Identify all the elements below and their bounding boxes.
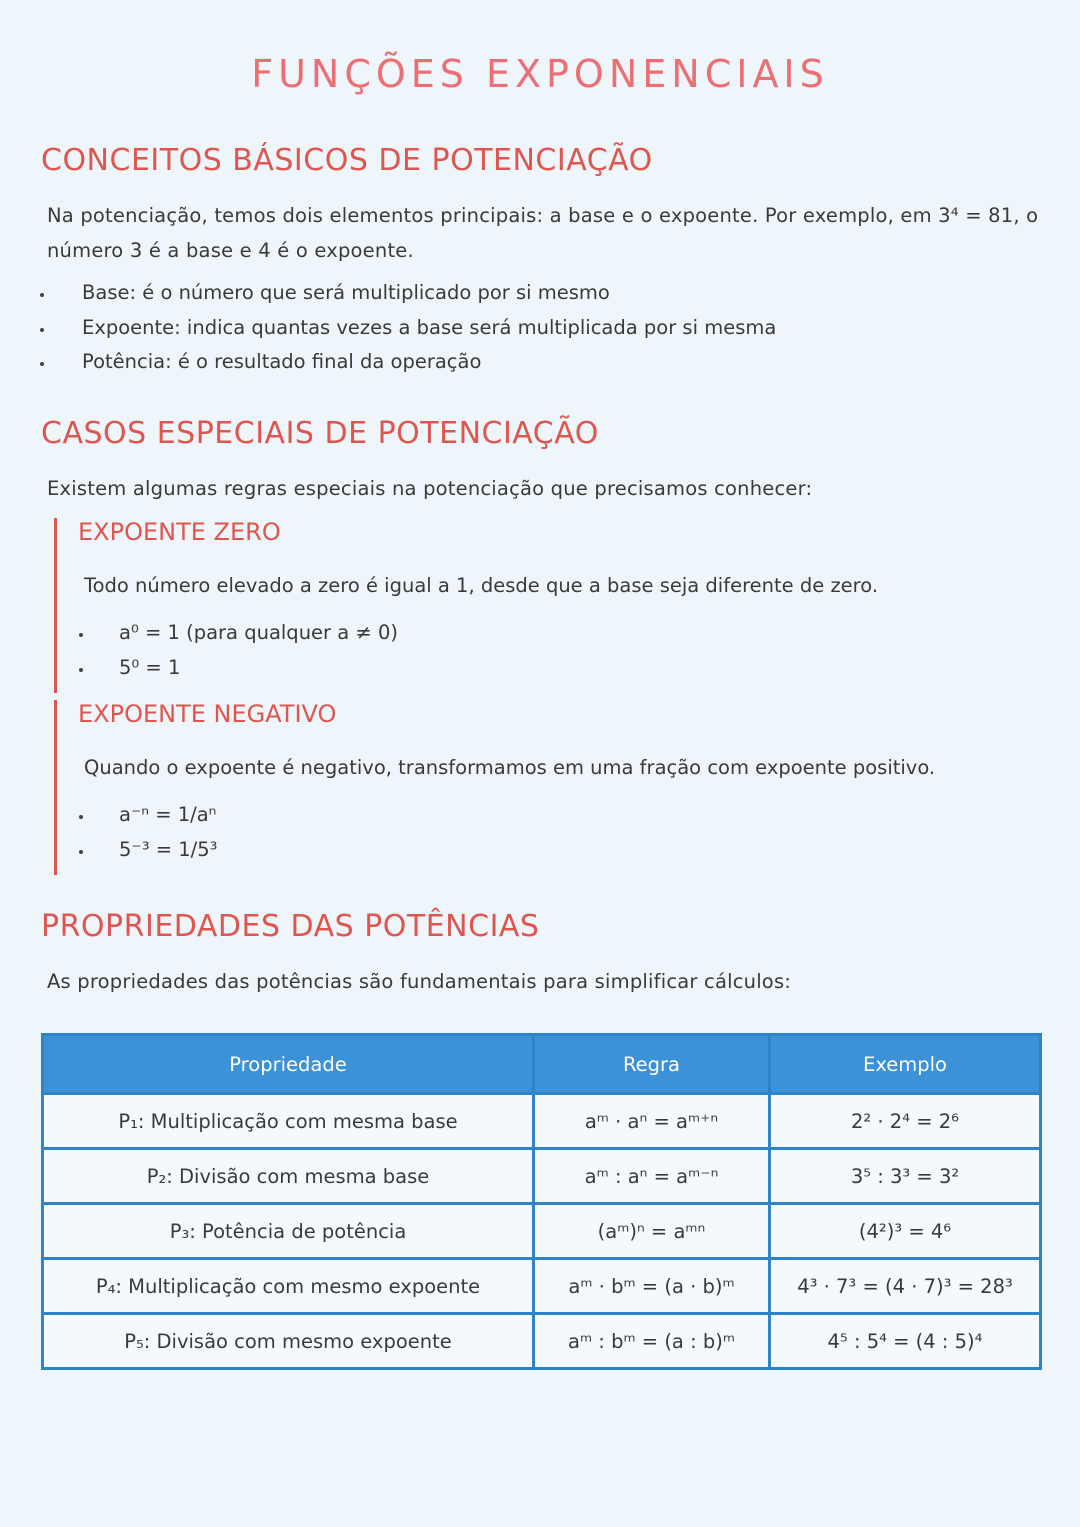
- table-header-row: [43, 1035, 1041, 1094]
- example-cell: 2² · 2⁴ = 2⁶: [770, 1094, 1041, 1149]
- property-cell: P₅: Divisão com mesmo expoente: [43, 1314, 534, 1369]
- rule-cell: aᵐ · aⁿ = aᵐ⁺ⁿ: [534, 1094, 770, 1149]
- bullet-icon: [79, 633, 83, 637]
- section-heading-special-cases: CASOS ESPECIAIS DE POTENCIAÇÃO: [41, 416, 599, 451]
- intro-line-2: número 3 é a base e 4 é o expoente.: [47, 239, 414, 262]
- example-cell: (4²)³ = 4⁶: [770, 1204, 1041, 1259]
- section-heading-properties: PROPRIEDADES DAS POTÊNCIAS: [41, 909, 540, 944]
- bullet-icon: [79, 668, 83, 672]
- property-cell: P₃: Potência de potência: [43, 1204, 534, 1259]
- section-intro-properties: As propriedades das potências são fundamentais para simplificar cálculos:: [47, 970, 792, 993]
- column-header-property: Propriedade: [43, 1035, 534, 1094]
- section-intro-special-cases: Existem algumas regras especiais na potenciação que precisamos conhecer:: [47, 477, 813, 500]
- rule-cell: aᵐ : bᵐ = (a : b)ᵐ: [534, 1314, 770, 1369]
- property-cell: P₁: Multiplicação com mesma base: [43, 1094, 534, 1149]
- page-title: FUNÇÕES EXPONENCIAIS: [251, 52, 829, 96]
- section-heading-basic-concepts: CONCEITOS BÁSICOS DE POTENCIAÇÃO: [41, 143, 653, 178]
- property-cell: P₂: Divisão com mesma base: [43, 1149, 534, 1204]
- intro-line-1: Na potenciação, temos dois elementos principais: a base e o expoente. Por exemplo, em 3⁴ = 81, o: [47, 204, 1039, 227]
- section-intro-basic-concepts: [47, 198, 1038, 268]
- bullet-icon: [79, 850, 83, 854]
- example-cell: 4³ · 7³ = (4 · 7)³ = 28³: [770, 1259, 1041, 1314]
- property-cell: P₄: Multiplicação com mesmo expoente: [43, 1259, 534, 1314]
- negative-exponent-card: EXPOENTE NEGATIVO Quando o expoente é negativo, transformamos em uma fração com expoente positivo. a⁻ⁿ = 1/aⁿ 5⁻³ = 1/5³: [54, 700, 57, 875]
- negative-exponent-heading: EXPOENTE NEGATIVO: [78, 700, 337, 728]
- table-row: [43, 1314, 1041, 1369]
- rule-cell: (aᵐ)ⁿ = aᵐⁿ: [534, 1204, 770, 1259]
- table-row: [43, 1094, 1041, 1149]
- column-header-example: Exemplo: [770, 1035, 1041, 1094]
- zero-exponent-card: EXPOENTE ZERO Todo número elevado a zero é igual a 1, desde que a base seja diferente de zero. a⁰ = 1 (para qualquer a ≠ 0) 5⁰ = 1: [54, 518, 57, 693]
- example-cell: 4⁵ : 5⁴ = (4 : 5)⁴: [770, 1314, 1041, 1369]
- rule-cell: aᵐ · bᵐ = (a · b)ᵐ: [534, 1259, 770, 1314]
- bullet-icon: [40, 362, 44, 366]
- table-row: [43, 1204, 1041, 1259]
- zero-exponent-description: Todo número elevado a zero é igual a 1, desde que a base seja diferente de zero.: [84, 574, 879, 597]
- example-cell: 3⁵ : 3³ = 3²: [770, 1149, 1041, 1204]
- bullet-icon: [40, 328, 44, 332]
- properties-table: [41, 1033, 1042, 1370]
- column-header-rule: Regra: [534, 1035, 770, 1094]
- negative-exponent-description: Quando o expoente é negativo, transformamos em uma fração com expoente positivo.: [84, 756, 936, 779]
- rule-cell: aᵐ : aⁿ = aᵐ⁻ⁿ: [534, 1149, 770, 1204]
- table-row: [43, 1259, 1041, 1314]
- bullet-icon: [40, 293, 44, 297]
- bullet-icon: [79, 815, 83, 819]
- zero-exponent-heading: EXPOENTE ZERO: [78, 518, 281, 546]
- table-row: [43, 1149, 1041, 1204]
